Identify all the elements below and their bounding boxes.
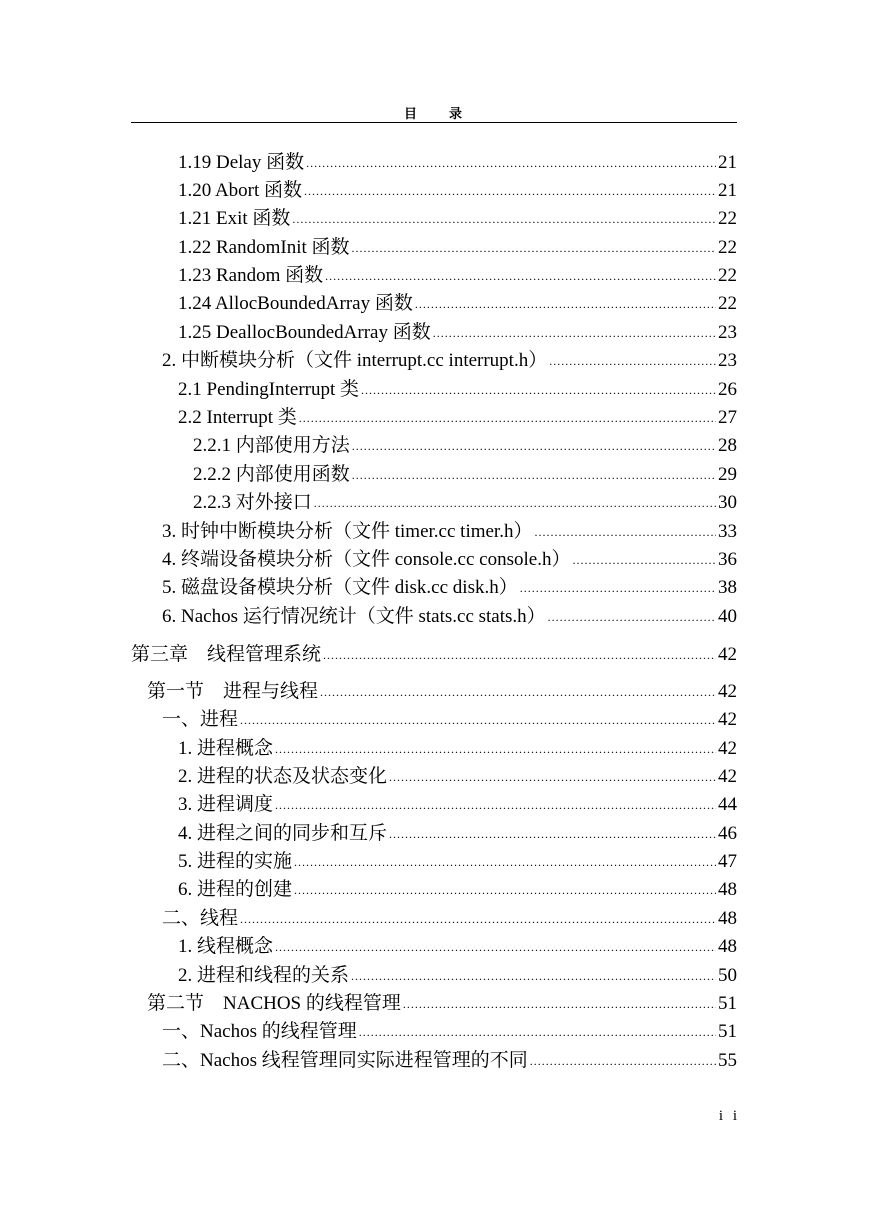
- toc-entry-title: 2. 进程和线程的关系: [178, 965, 350, 986]
- toc-entry-page: 38: [718, 577, 737, 598]
- toc-entry-title: 2.1 PendingInterrupt 类: [178, 379, 360, 400]
- dot-leader: [361, 383, 716, 398]
- toc-entry-page: 33: [718, 521, 737, 542]
- toc-entry: [193, 459, 737, 483]
- dot-leader: [359, 1025, 716, 1040]
- toc-entry-page: 21: [718, 152, 737, 173]
- toc-entry-title: 1.19 Delay 函数: [178, 152, 305, 173]
- toc-entry-page: 28: [718, 435, 737, 456]
- toc-entry: [178, 789, 737, 813]
- toc-entry-title: 2. 中断模块分析（文件 interrupt.cc interrupt.h）: [162, 350, 548, 371]
- dot-leader: [306, 156, 716, 171]
- toc-entry-page: 42: [718, 709, 737, 730]
- toc-entry-page: 42: [718, 644, 737, 665]
- toc-entry-page: 51: [718, 1021, 737, 1042]
- toc-entry-page: 27: [718, 407, 737, 428]
- toc-entry: [178, 203, 737, 227]
- dot-leader: [294, 883, 716, 898]
- toc-entry: [178, 761, 737, 785]
- dot-leader: [389, 770, 716, 785]
- toc-entry: [162, 1016, 737, 1040]
- dot-leader: [549, 354, 716, 369]
- dot-leader: [292, 212, 716, 227]
- toc-entry-page: 22: [718, 208, 737, 229]
- toc-entry: [178, 818, 737, 842]
- page-header-title: 目 录: [403, 107, 464, 122]
- toc-entry: [178, 402, 737, 426]
- toc-entry-title: 1. 线程概念: [178, 936, 274, 957]
- toc-entry-page: 46: [718, 823, 737, 844]
- toc-entry: [162, 1045, 737, 1069]
- toc-entry-title: 6. 进程的创建: [178, 879, 293, 900]
- toc-entry-page: 23: [718, 322, 737, 343]
- toc-entry-page: 29: [718, 464, 737, 485]
- toc-entry-page: 22: [718, 237, 737, 258]
- dot-leader: [323, 648, 716, 663]
- toc-entry: [147, 988, 737, 1012]
- toc-entry-title: 6. Nachos 运行情况统计（文件 stats.cc stats.h）: [162, 606, 546, 627]
- toc-entry: [162, 572, 737, 596]
- dot-leader: [294, 855, 716, 870]
- toc-entry-page: 47: [718, 851, 737, 872]
- dot-leader: [352, 241, 716, 256]
- toc-entry-page: 23: [718, 350, 737, 371]
- dot-leader: [352, 468, 716, 483]
- toc-entry-title: 1.21 Exit 函数: [178, 208, 291, 229]
- toc-entry: [178, 175, 737, 199]
- toc-entry: [178, 733, 737, 757]
- dot-leader: [304, 184, 716, 199]
- toc-entry-title: 1.22 RandomInit 函数: [178, 237, 350, 258]
- toc-entry-title: 2.2 Interrupt 类: [178, 407, 297, 428]
- dot-leader: [275, 940, 716, 955]
- toc-entry-title: 2.2.1 内部使用方法: [193, 435, 350, 456]
- toc-entry-title: 5. 磁盘设备模块分析（文件 disk.cc disk.h）: [162, 577, 518, 598]
- dot-leader: [320, 685, 716, 700]
- dot-leader: [299, 411, 716, 426]
- dot-leader: [325, 269, 716, 284]
- toc-entry-page: 48: [718, 879, 737, 900]
- toc-entry: [131, 639, 737, 663]
- toc-entry: [147, 676, 737, 700]
- toc-entry-page: 40: [718, 606, 737, 627]
- dot-leader: [240, 713, 716, 728]
- toc-entry-title: 第一节 进程与线程: [147, 681, 319, 702]
- toc-entry: [162, 345, 737, 369]
- toc-entry-page: 42: [718, 766, 737, 787]
- toc-entry: [178, 846, 737, 870]
- toc-entry-title: 二、Nachos 线程管理同实际进程管理的不同: [162, 1050, 528, 1071]
- dot-leader: [530, 1054, 716, 1069]
- dot-leader: [389, 827, 716, 842]
- toc-entry-title: 第三章 线程管理系统: [131, 644, 322, 665]
- toc-entry: [178, 260, 737, 284]
- toc-entry-page: 48: [718, 936, 737, 957]
- toc-entry-page: 44: [718, 794, 737, 815]
- toc-entry: [178, 317, 737, 341]
- dot-leader: [351, 969, 716, 984]
- dot-leader: [520, 581, 716, 596]
- toc-entry-page: 42: [718, 738, 737, 759]
- toc-entry-title: 一、进程: [162, 709, 239, 730]
- toc-entry: [193, 430, 737, 454]
- toc-entry-title: 1.25 DeallocBoundedArray 函数: [178, 322, 431, 343]
- toc-entry-title: 4. 终端设备模块分析（文件 console.cc console.h）: [162, 549, 571, 570]
- dot-leader: [548, 610, 716, 625]
- toc-entry-page: 22: [718, 265, 737, 286]
- dot-leader: [572, 553, 716, 568]
- toc-entry: [162, 903, 737, 927]
- toc-entry-page: 36: [718, 549, 737, 570]
- toc-entry: [193, 487, 737, 511]
- dot-leader: [415, 297, 716, 312]
- toc-entry-page: 21: [718, 180, 737, 201]
- toc-entry-title: 2.2.3 对外接口: [193, 492, 312, 513]
- dot-leader: [275, 798, 716, 813]
- toc-entry-title: 1.20 Abort 函数: [178, 180, 303, 201]
- toc-entry-page: 55: [718, 1050, 737, 1071]
- toc-entry: [162, 704, 737, 728]
- toc-entry: [178, 288, 737, 312]
- toc-entry: [162, 544, 737, 568]
- toc-entry-page: 30: [718, 492, 737, 513]
- toc-entry-page: 48: [718, 908, 737, 929]
- dot-leader: [240, 912, 716, 927]
- toc-entry-page: 51: [718, 993, 737, 1014]
- toc-entry-title: 3. 时钟中断模块分析（文件 timer.cc timer.h）: [162, 521, 533, 542]
- toc-entry-title: 1.24 AllocBoundedArray 函数: [178, 293, 413, 314]
- toc-entry-title: 2.2.2 内部使用函数: [193, 464, 350, 485]
- toc-entry: [178, 931, 737, 955]
- dot-leader: [433, 326, 716, 341]
- toc-entry: [178, 147, 737, 171]
- toc-entry-page: 42: [718, 681, 737, 702]
- toc-entry-title: 5. 进程的实施: [178, 851, 293, 872]
- toc-entry: [178, 960, 737, 984]
- toc-entry-page: 26: [718, 379, 737, 400]
- dot-leader: [403, 997, 716, 1012]
- dot-leader: [534, 525, 716, 540]
- toc-entry-title: 2. 进程的状态及状态变化: [178, 766, 388, 787]
- toc-entry-title: 第二节 NACHOS 的线程管理: [147, 993, 401, 1014]
- toc-entry: [162, 516, 737, 540]
- toc-entry-title: 3. 进程调度: [178, 794, 274, 815]
- header-rule: [131, 122, 737, 123]
- dot-leader: [352, 439, 716, 454]
- toc-entry-title: 一、Nachos 的线程管理: [162, 1021, 357, 1042]
- toc-entry-title: 二、线程: [162, 908, 239, 929]
- dot-leader: [275, 742, 716, 757]
- page-number: i i: [718, 1108, 740, 1124]
- toc-entry: [178, 232, 737, 256]
- toc-entry-title: 1. 进程概念: [178, 738, 274, 759]
- toc-entry-title: 4. 进程之间的同步和互斥: [178, 823, 388, 844]
- toc-entry: [178, 874, 737, 898]
- toc-entry-page: 22: [718, 293, 737, 314]
- toc-entry: [162, 601, 737, 625]
- toc-entry-title: 1.23 Random 函数: [178, 265, 324, 286]
- toc-entry: [178, 374, 737, 398]
- toc-entry-page: 50: [718, 965, 737, 986]
- dot-leader: [314, 496, 716, 511]
